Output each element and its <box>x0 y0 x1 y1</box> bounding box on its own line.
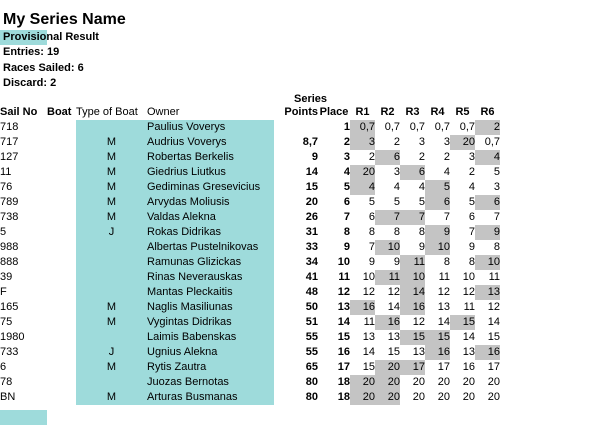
race-result-cell: 4 <box>418 181 425 193</box>
sail-number-cell: 5 <box>0 226 7 238</box>
race-result-cell: 16 <box>425 345 450 360</box>
boat-cell <box>47 375 76 390</box>
boat-type-cell: M <box>76 315 147 330</box>
race-result-cell: 6 <box>400 165 425 180</box>
sail-number-cell: 888 <box>0 256 19 268</box>
race-result-cell: 14 <box>400 285 425 300</box>
sail-number-cell: 78 <box>0 376 13 388</box>
races-sailed-count: Races Sailed: 6 <box>3 62 84 74</box>
sail-number-cell: 39 <box>0 271 13 283</box>
owner-cell: Audrius Voverys <box>147 135 274 150</box>
sail-number-cell: 789 <box>0 196 19 208</box>
owner-cell: Rinas Neverauskas <box>147 270 274 285</box>
table-row <box>0 150 500 165</box>
race-result-cell: 10 <box>462 271 475 283</box>
place-cell: 6 <box>343 196 350 208</box>
sail-number-cell: F <box>0 286 7 298</box>
boat-cell <box>47 150 76 165</box>
sail-number-cell: 75 <box>0 316 13 328</box>
header-row <box>0 105 500 120</box>
race-result-cell: 9 <box>368 256 375 268</box>
owner-cell: Rytis Zautra <box>147 360 274 375</box>
race-result-cell: 10 <box>475 255 500 270</box>
owner-cell: Valdas Alekna <box>147 210 274 225</box>
race-result-cell: 9 <box>425 225 450 240</box>
sail-number-cell: 717 <box>0 136 19 148</box>
table-row <box>0 195 500 210</box>
race-result-cell: 15 <box>487 331 500 343</box>
boat-type-cell: M <box>76 210 147 225</box>
race-result-cell: 5 <box>393 196 400 208</box>
race-result-cell: 12 <box>362 286 375 298</box>
race-result-cell: 3 <box>350 135 375 150</box>
race-result-cell: 12 <box>462 286 475 298</box>
race-result-cell: 12 <box>412 316 425 328</box>
col-points: Points <box>284 106 318 118</box>
table-row <box>0 180 500 195</box>
entries-count: Entries: 19 <box>3 46 60 58</box>
race-result-cell: 3 <box>418 136 425 148</box>
race-result-cell: 20 <box>437 376 450 388</box>
race-result-cell: 11 <box>400 255 425 270</box>
boat-type-cell <box>76 240 147 255</box>
boat-type-cell: M <box>76 390 147 405</box>
points-cell: 34 <box>305 256 318 268</box>
table-row <box>0 225 500 240</box>
points-cell: 15 <box>305 181 318 193</box>
race-result-cell: 15 <box>400 330 425 345</box>
sail-number-cell: BN <box>0 391 16 403</box>
col-r5: R5 <box>455 106 470 118</box>
race-result-cell: 13 <box>462 346 475 358</box>
sail-number-cell: 988 <box>0 241 19 253</box>
owner-cell: Vygintas Didrikas <box>147 315 274 330</box>
race-result-cell: 11 <box>488 271 500 283</box>
owner-cell: Laimis Babenskas <box>147 330 274 345</box>
race-result-cell: 3 <box>393 166 400 178</box>
race-result-cell: 11 <box>463 301 475 313</box>
boat-type-cell <box>76 120 147 135</box>
owner-cell: Albertas Pustelnikovas <box>147 240 274 255</box>
race-result-cell: 3 <box>443 136 450 148</box>
race-result-cell: 16 <box>375 315 400 330</box>
race-result-cell: 14 <box>437 316 450 328</box>
place-cell: 5 <box>343 181 350 193</box>
owner-cell: Arvydas Moliusis <box>147 195 274 210</box>
boat-type-cell: M <box>76 300 147 315</box>
points-cell: 80 <box>305 376 318 388</box>
race-result-cell: 14 <box>362 346 375 358</box>
race-result-cell: 2 <box>443 151 450 163</box>
discard-count: Discard: 2 <box>3 77 57 89</box>
table-row <box>0 300 500 315</box>
race-result-cell: 11 <box>438 271 450 283</box>
race-result-cell: 20 <box>462 391 475 403</box>
race-result-cell: 11 <box>363 316 375 328</box>
race-result-cell: 20 <box>350 375 375 390</box>
boat-cell <box>47 345 76 360</box>
boat-cell <box>47 390 76 405</box>
owner-cell: Arturas Busmanas <box>147 390 274 405</box>
race-result-cell: 5 <box>493 166 500 178</box>
boat-type-cell <box>76 375 147 390</box>
race-result-cell: 20 <box>350 165 375 180</box>
race-result-cell: 17 <box>487 361 500 373</box>
race-result-cell: 13 <box>387 331 400 343</box>
col-r4: R4 <box>430 106 445 118</box>
race-result-cell: 20 <box>487 391 500 403</box>
owner-cell: Robertas Berkelis <box>147 150 274 165</box>
boat-type-cell: M <box>76 150 147 165</box>
race-result-cell: 15 <box>387 346 400 358</box>
series-title: My Series Name <box>3 11 126 28</box>
boat-cell <box>47 240 76 255</box>
race-result-cell: 8 <box>468 256 475 268</box>
col-type-of-boat: Type of Boat <box>76 106 138 118</box>
race-result-cell: 2 <box>393 136 400 148</box>
race-result-cell: 14 <box>487 316 500 328</box>
race-result-cell: 8 <box>418 226 425 238</box>
place-cell: 9 <box>343 241 350 253</box>
points-cell: 50 <box>305 301 318 313</box>
race-result-cell: 14 <box>387 301 400 313</box>
race-result-cell: 4 <box>443 166 450 178</box>
race-result-cell: 10 <box>362 271 375 283</box>
race-result-cell: 20 <box>437 391 450 403</box>
race-result-cell: 12 <box>487 301 500 313</box>
sail-number-cell: 11 <box>0 166 12 178</box>
race-result-cell: 7 <box>368 241 375 253</box>
race-result-cell: 7 <box>375 210 400 225</box>
points-cell: 80 <box>305 391 318 403</box>
race-result-cell: 7 <box>400 210 425 225</box>
race-result-cell: 8 <box>368 226 375 238</box>
boat-type-cell <box>76 285 147 300</box>
place-cell: 10 <box>337 256 350 268</box>
boat-cell <box>47 255 76 270</box>
table-row <box>0 255 500 270</box>
race-result-cell: 6 <box>475 195 500 210</box>
points-cell: 41 <box>305 271 318 283</box>
boat-cell <box>47 285 76 300</box>
race-result-cell: 20 <box>350 390 375 405</box>
race-result-cell: 17 <box>400 360 425 375</box>
race-result-cell: 17 <box>437 361 450 373</box>
table-row <box>0 360 500 375</box>
boat-cell <box>47 180 76 195</box>
owner-cell: Gediminas Gresevicius <box>147 180 274 195</box>
race-result-cell: 0,7 <box>459 121 475 133</box>
place-cell: 1 <box>343 121 350 133</box>
race-result-cell: 12 <box>387 286 400 298</box>
owner-cell: Mantas Pleckaitis <box>147 285 274 300</box>
place-cell: 14 <box>337 316 350 328</box>
sail-number-cell: 1980 <box>0 331 25 343</box>
race-result-cell: 9 <box>418 241 425 253</box>
points-cell: 26 <box>305 211 318 223</box>
race-result-cell: 15 <box>362 361 375 373</box>
race-result-cell: 15 <box>425 330 450 345</box>
race-result-cell: 8 <box>393 226 400 238</box>
race-result-cell: 0,7 <box>434 121 450 133</box>
race-result-cell: 0,7 <box>350 120 375 135</box>
table-row <box>0 330 500 345</box>
table-row <box>0 315 500 330</box>
race-result-cell: 7 <box>443 211 450 223</box>
points-cell: 20 <box>305 196 318 208</box>
table-row <box>0 210 500 225</box>
race-result-cell: 3 <box>468 151 475 163</box>
points-cell: 55 <box>305 331 318 343</box>
boat-type-cell: M <box>76 180 147 195</box>
sail-number-cell: 127 <box>0 151 19 163</box>
race-result-cell: 7 <box>468 226 475 238</box>
col-owner: Owner <box>147 106 180 118</box>
race-result-cell: 16 <box>462 361 475 373</box>
place-cell: 16 <box>337 346 350 358</box>
owner-cell: Ramunas Glizickas <box>147 255 274 270</box>
race-result-cell: 9 <box>468 241 475 253</box>
table-row <box>0 390 500 405</box>
race-result-cell: 20 <box>375 360 400 375</box>
boat-cell <box>47 300 76 315</box>
race-result-cell: 12 <box>437 286 450 298</box>
race-result-cell: 9 <box>475 225 500 240</box>
boat-cell <box>47 270 76 285</box>
col-sail-no: Sail No <box>0 106 38 118</box>
boat-type-cell: M <box>76 195 147 210</box>
footer-highlight <box>0 410 47 425</box>
points-cell <box>274 120 318 135</box>
race-result-cell: 2 <box>468 166 475 178</box>
race-result-cell: 5 <box>425 180 450 195</box>
sail-number-cell: 165 <box>0 301 19 313</box>
place-cell: 15 <box>337 331 350 343</box>
table-row <box>0 135 500 150</box>
race-result-cell: 10 <box>400 270 425 285</box>
table-row <box>0 375 500 390</box>
boat-cell <box>47 330 76 345</box>
boat-cell <box>47 360 76 375</box>
race-result-cell: 6 <box>425 195 450 210</box>
race-result-cell: 20 <box>487 376 500 388</box>
boat-type-cell: J <box>76 225 147 240</box>
boat-cell <box>47 165 76 180</box>
points-cell: 9 <box>311 151 318 163</box>
table-row <box>0 165 500 180</box>
owner-cell: Rokas Didrikas <box>147 225 274 240</box>
sail-number-cell: 6 <box>0 361 7 373</box>
col-r1: R1 <box>355 106 370 118</box>
boat-type-cell: M <box>76 360 147 375</box>
race-result-cell: 13 <box>362 331 375 343</box>
race-result-cell: 11 <box>375 270 400 285</box>
boat-cell <box>47 210 76 225</box>
boat-type-cell <box>76 255 147 270</box>
table-row <box>0 270 500 285</box>
race-result-cell: 2 <box>368 151 375 163</box>
race-result-cell: 20 <box>450 135 475 150</box>
results-table <box>0 105 500 405</box>
race-result-cell: 20 <box>412 391 425 403</box>
race-result-cell: 8 <box>443 256 450 268</box>
race-result-cell: 4 <box>475 150 500 165</box>
race-result-cell: 16 <box>400 300 425 315</box>
table-row <box>0 240 500 255</box>
race-result-cell: 9 <box>393 256 400 268</box>
owner-cell: Naglis Masiliunas <box>147 300 274 315</box>
race-result-cell: 3 <box>493 181 500 193</box>
place-cell: 4 <box>343 166 350 178</box>
points-cell: 33 <box>305 241 318 253</box>
place-cell: 18 <box>337 376 350 388</box>
race-result-cell: 0,7 <box>384 121 400 133</box>
boat-cell <box>47 315 76 330</box>
table-row <box>0 285 500 300</box>
race-result-cell: 0,7 <box>484 136 500 148</box>
race-result-cell: 5 <box>368 196 375 208</box>
race-result-cell: 20 <box>375 375 400 390</box>
race-result-cell: 6 <box>368 211 375 223</box>
owner-cell: Juozas Bernotas <box>147 375 274 390</box>
provisional-result-label: Provisional Result <box>3 31 99 43</box>
race-result-cell: 16 <box>475 345 500 360</box>
race-result-cell: 20 <box>375 390 400 405</box>
race-result-cell: 14 <box>462 331 475 343</box>
boat-type-cell: J <box>76 345 147 360</box>
col-place: Place <box>319 106 349 118</box>
points-cell: 48 <box>305 286 318 298</box>
race-result-cell: 13 <box>437 301 450 313</box>
race-result-cell: 2 <box>475 120 500 135</box>
boat-cell <box>47 120 76 135</box>
col-r2: R2 <box>380 106 395 118</box>
col-r3: R3 <box>405 106 420 118</box>
race-result-cell: 20 <box>462 376 475 388</box>
race-result-cell: 13 <box>412 346 425 358</box>
boat-cell <box>47 135 76 150</box>
points-cell: 65 <box>305 361 318 373</box>
race-result-cell: 10 <box>375 240 400 255</box>
boat-type-cell: M <box>76 135 147 150</box>
race-result-cell: 5 <box>468 196 475 208</box>
col-boat: Boat <box>47 106 72 118</box>
race-result-cell: 16 <box>350 300 375 315</box>
table-row <box>0 120 500 135</box>
race-result-cell: 13 <box>475 285 500 300</box>
boat-type-cell <box>76 270 147 285</box>
col-r6: R6 <box>480 106 495 118</box>
race-result-cell: 0,7 <box>409 121 425 133</box>
boat-type-cell <box>76 330 147 345</box>
place-cell: 7 <box>343 211 350 223</box>
points-cell: 31 <box>305 226 318 238</box>
place-cell: 11 <box>338 271 350 283</box>
owner-cell: Giedrius Liutkus <box>147 165 274 180</box>
race-result-cell: 15 <box>450 315 475 330</box>
place-cell: 3 <box>343 151 350 163</box>
series-column-group-label: Series <box>294 93 328 105</box>
owner-cell: Ugnius Alekna <box>147 345 274 360</box>
race-result-cell: 4 <box>393 181 400 193</box>
race-result-cell: 4 <box>468 181 475 193</box>
race-result-cell: 2 <box>418 151 425 163</box>
boat-cell <box>47 225 76 240</box>
race-result-cell: 6 <box>468 211 475 223</box>
race-result-cell: 5 <box>418 196 425 208</box>
race-result-cell: 4 <box>350 180 375 195</box>
points-cell: 8,7 <box>302 136 318 148</box>
boat-type-cell: M <box>76 165 147 180</box>
race-result-cell: 10 <box>425 240 450 255</box>
race-result-cell: 20 <box>412 376 425 388</box>
place-cell: 17 <box>337 361 350 373</box>
place-cell: 13 <box>337 301 350 313</box>
boat-cell <box>47 195 76 210</box>
race-result-cell: 7 <box>493 211 500 223</box>
place-cell: 18 <box>337 391 350 403</box>
place-cell: 2 <box>343 136 350 148</box>
place-cell: 8 <box>343 226 350 238</box>
sail-number-cell: 76 <box>0 181 13 193</box>
sail-number-cell: 718 <box>0 121 19 133</box>
points-cell: 14 <box>305 166 318 178</box>
race-result-cell: 6 <box>375 150 400 165</box>
race-result-cell: 8 <box>493 241 500 253</box>
owner-cell: Paulius Voverys <box>147 120 274 135</box>
sail-number-cell: 738 <box>0 211 19 223</box>
sail-number-cell: 733 <box>0 346 19 358</box>
points-cell: 51 <box>305 316 318 328</box>
place-cell: 12 <box>337 286 350 298</box>
points-cell: 55 <box>305 346 318 358</box>
table-row <box>0 345 500 360</box>
